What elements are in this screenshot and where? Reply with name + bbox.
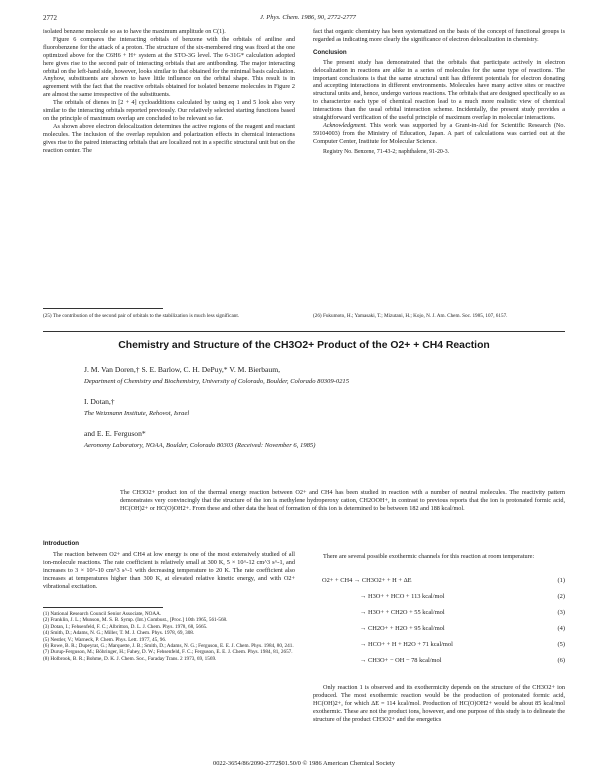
intro-left-column <box>43 540 295 590</box>
paragraph: As shown above electron delocalization determines the active regions of the reagent and reactant molecules. The inclusion of the overlap repulsion and polarization effects in chemical interactions gives rise to the paired interacting orbitals that are localized not in a specific structural unit but on the reaction center. The <box>43 122 295 154</box>
page-number: 2772 <box>43 14 57 22</box>
conclusion-heading: Conclusion <box>313 48 347 56</box>
ack-label: Acknowledgment. <box>323 121 367 129</box>
equation-number: (5) <box>557 641 565 648</box>
affiliation: Aeronomy Laboratory, NOAA, Boulder, Colorado 80303 (Received: November 6, 1985) <box>84 442 316 449</box>
paragraph: The reaction between O2+ and CH4 at low energy is one of the most extensively studied of all ion-molecule reactions. The rate coefficient is relatively small at 300 K, 5 × 10^-12 cm^3 s^-1, and increases to 3 × 10^-10 cm^3 s^-1 with decreasing temperature to 20 K. The rate coefficient also increases at temperatures higher than 300 K, at elevated relative kinetic energy, and with O2+ vibrational excitation. <box>43 550 295 590</box>
paragraph: The present study has demonstrated that the orbitals that participate actively in electron delocalization in reactions are alike in a series of molecules for the same type of reactions. The important conclusions is that the same structural unit has different potentials for electron donating and accepting interactions in different environments. Molecules have many active sites or reactive structural units and, hence, undergo various reactions. The orbitals that are designed specifically so as to characterize each type of chemical reaction lead to a much more realistic view of chemical interactions than the usual orbital interaction scheme. Incidentally, the present study provides a straightforward verification of the useful principle of maximum overlap in molecular interactions. <box>313 58 565 122</box>
equation <box>322 657 565 664</box>
footnote: (5) Nestler, V.; Warneck, P. Chem. Phys. Lett. 1977, 45, 96. <box>43 636 167 643</box>
footnote-divider <box>43 607 163 608</box>
affiliation: The Weizmann Institute, Rehovot, Israel <box>84 410 190 417</box>
footnote: (3) Dotan, I.; Fehsenfeld, F. C.; Albritton, D. L. J. Chem. Phys. 1978, 68, 5665. <box>43 623 208 630</box>
equation <box>322 593 565 600</box>
paragraph: The orbitals of dienes in [2 + 4] cycloadditions calculated by using eq 1 and 5 look also very similar to the interacting orbitals reported previously. Our relatively selected starting functions based on the principle of maximum overlap are concluded to be relevant so far. <box>43 99 295 122</box>
abstract: The CH3O2+ product ion of the thermal energy reaction between O2+ and CH4 has been studied in reaction with a number of neutral molecules. The reactivity pattern demonstrates very convincingly that the structure of the ion is methylene hydroperoxy cation, CH2OOH+, in contrast to previous reports that the ion is protonated formic acid, HC(OH)2+ or HC(O)OH2+. From these and other data the heat of formation of this ion is determined to be between 182 and 188 kcal/mol. <box>120 489 565 512</box>
footnote: (1) National Research Council Senior Associate, NOAA. <box>43 611 162 617</box>
paragraph: isolated benzene molecule so as to have the maximum amplitude on C(1). <box>43 28 226 35</box>
footnote: (2) Franklin, J. L.; Munson, M. S. B. Symp. (Int.) Combust., [Proc.] 10th 1965, 561-568. <box>43 617 228 624</box>
equation-number: (6) <box>557 657 565 664</box>
footer-copyright: 0022-3654/86/2090-2772$01.50/0 © 1986 American Chemical Society <box>213 760 395 767</box>
equation-text: → CH3O+ − OH − 78 kcal/mol <box>360 657 442 664</box>
authors: J. M. Van Doren,† S. E. Barlow, C. H. DePuy,* V. M. Bierbaum, <box>84 365 281 374</box>
equation-text: → CH2O+ + H2O + 95 kcal/mol <box>360 625 445 632</box>
prev-right-column <box>313 28 565 157</box>
prev-left-column <box>43 28 295 155</box>
article-title: Chemistry and Structure of the CH3O2+ Product of the O2+ + CH4 Reaction <box>118 340 490 351</box>
equation-text: → H3O+ + HCO + 113 kcal/mol <box>360 593 445 600</box>
equation-block <box>322 577 565 677</box>
running-head: J. Phys. Chem. 1986, 90, 2772-2777 <box>260 14 356 21</box>
equation-text: O2+ + CH4 → CH3O2+ + H + ΔE <box>322 577 412 584</box>
footnote: (4) Smith, D.; Adams, N. G.; Miller, T. M. J. Chem. Phys. 1978, 69, 308. <box>43 630 195 637</box>
equation-text: → HCO+ + H + H2O + 71 kcal/mol <box>360 641 453 648</box>
equation-number: (4) <box>557 625 565 632</box>
authors: I. Dotan,† <box>84 397 115 406</box>
footnote: (6) Rowe, B. R.; Dupeyrat, G.; Marquette, J. B.; Smith, D.; Adams, N. G.; Ferguson, E. E. J. Chem. Phys. 1984, 80, 241. <box>43 643 294 650</box>
footnote: (8) Holbrook, B. R.; Bohme, D. K. J. Chem. Soc., Faraday Trans. 2 1973, 69, 1569. <box>43 655 217 662</box>
equation-number: (1) <box>557 577 565 584</box>
author-block <box>84 365 554 449</box>
footnote: (26) Fukumoto, H.; Yamasaki, T.; Mizutani, H.; Kojo, N. J. Am. Chem. Soc. 1985, 107, 6157. <box>313 313 508 319</box>
equation <box>322 609 565 616</box>
section-heading: Introduction <box>43 540 80 547</box>
equation-number: (3) <box>557 609 565 616</box>
article-divider <box>43 331 565 332</box>
paragraph: Only reaction 1 is observed and its exothermicity depends on the structure of the CH3O2+ ion produced. The most exothermic reaction would be the production of protonated formic acid, HC(OH)2+, for which ΔE = 114 kcal/mol. Production of HC(O)OH2+ would be about 85 kcal/mol exothermic. These are not the product ions, however, and one purpose of this study is to delineate the structure of the product CH3O2+ and the energetics <box>313 684 565 723</box>
footnote: (7) Durup-Ferguson, M.; Böhringer, H.; Fahey, D. W.; Fehsenfeld, F. C.; Ferguson, E. E. J. Chem. Phys. 1984, 81, 2657. <box>43 649 293 656</box>
paragraph: There are several possible exothermic channels for this reaction at room temperature: <box>323 553 535 560</box>
intro-footnotes <box>43 611 295 662</box>
acknowledgment <box>313 122 565 146</box>
paragraph: fact that organic chemistry has been systematized on the basis of the concept of functional groups is regarded as indicating more clearly the significance of electron delocalization in chemistry. <box>313 28 565 43</box>
affiliation: Department of Chemistry and Biochemistry, University of Colorado, Boulder, Colorado 80309-0215 <box>84 378 350 385</box>
footnote-divider <box>43 308 163 309</box>
paragraph: Figure 6 compares the interacting orbitals of benzene with the orbitals of aniline and fluorobenzene for the attack of a proton. The structure of the six-membered ring was fixed at the one optimized above for the C6H6 + H+ system at the STO-3G level. The 6-31G* calculation adopted here gives rise to the second pair of interacting orbitals that are antibonding. The major interacting orbital on the left-hand side, however, looks similar to that obtained for the minimal basis calculation. Anyhow, substituents are shown to have little influence on the orbital shape. This result is in agreement with the fact that the reactive orbitals obtained for isolated benzene molecules in Figure 2 are almost the same irrespective of the substituents. <box>43 35 296 99</box>
authors: and E. E. Ferguson* <box>84 429 146 438</box>
equation-number: (2) <box>557 593 565 600</box>
equation <box>322 625 565 632</box>
footnote: (25) The contribution of the second pair of orbitals to the stabilization is much less significant. <box>43 313 240 319</box>
equation <box>322 577 565 584</box>
ack-text: This work was supported by a Grant-in-Aid for Scientific Research (No. 59104003) from the Ministry of Education, Japan. A part of calculations was carried out at the Computer Center, Institute for Molecular Science. <box>313 121 565 145</box>
equation-text: → H3O+ + CH2O + 55 kcal/mol <box>360 609 445 616</box>
equation <box>322 641 565 648</box>
registry-numbers: Registry No. Benzene, 71-43-2; naphthalene, 91-20-3. <box>323 148 450 155</box>
